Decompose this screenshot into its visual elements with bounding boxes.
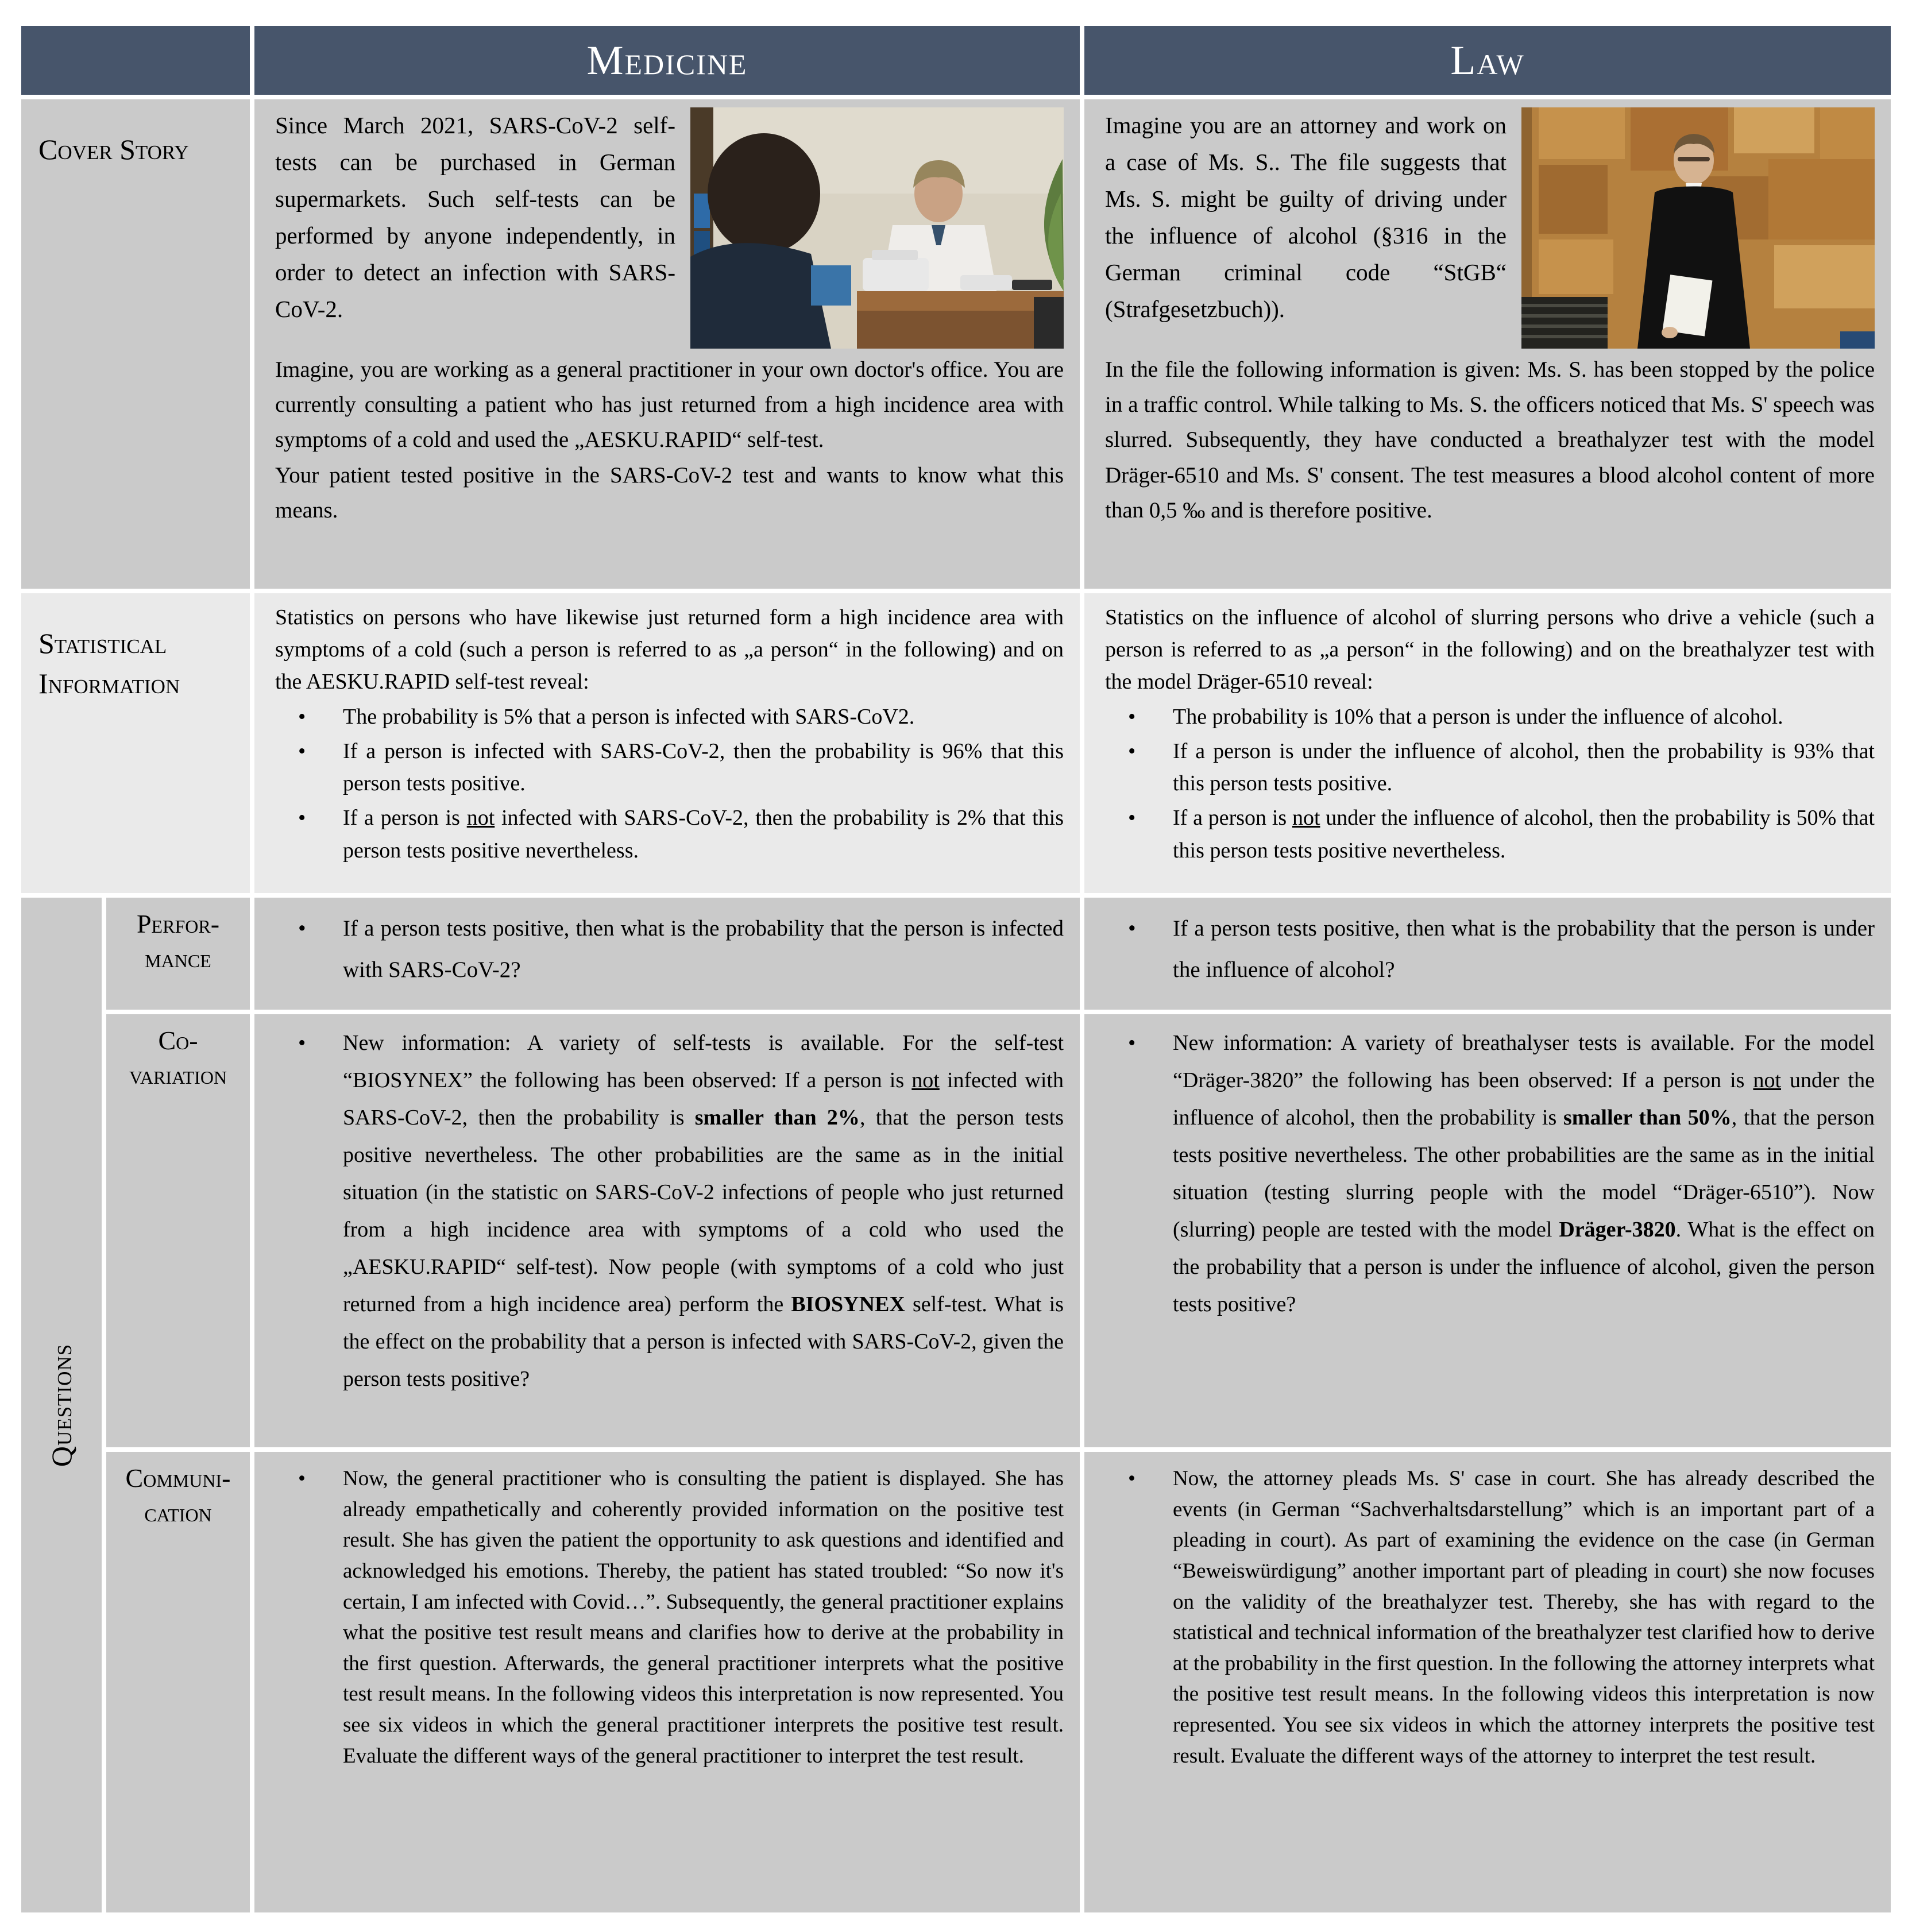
list-item — [275, 701, 1064, 733]
column-header-law — [1084, 26, 1891, 95]
medicine-title: Medicine — [586, 37, 748, 83]
covariation-law-cell — [1084, 1014, 1891, 1447]
statistical-medicine-bullet-2: If a person is infected with SARS-CoV-2, then the probability is 96% that this person tests positive. — [343, 739, 1064, 796]
statistical-law-bullet-2: If a person is under the influence of alcohol, then the probability is 93% that this person tests positive. — [1173, 739, 1875, 796]
covariation-label-line1: Co- — [158, 1026, 198, 1055]
bullet-icon: • — [298, 1467, 306, 1490]
communication-law-cell — [1084, 1452, 1891, 1912]
statistical-label-line2: Information — [38, 667, 180, 700]
bullet-icon: • — [298, 806, 306, 830]
cover-story-law-p1: Imagine you are an attorney and work on a case of Ms. S.. The file suggests that Ms. S. might be guilty of driving under the influence of alcohol (§316 in the German criminal code “StGB“ (Strafgesetzbuch)). — [1105, 112, 1507, 322]
bullet-icon: • — [298, 1031, 306, 1055]
statistical-law-bullet-1: The probability is 10% that a person is under the influence of alcohol. — [1173, 704, 1783, 729]
communication-label-line2: cation — [144, 1497, 212, 1527]
row-label-performance — [106, 898, 250, 1010]
communication-medicine-question: Now, the general practitioner who is consulting the patient is displayed. She has already empathetically and coherently provided information on the positive test result. She has given the patient the opportunity to ask questions and identified and acknowledged his emotions. Thereby, the patient has stated troubled: “So now it's certain, I am infected with Covid…”. Subsequently, the general practitioner explains what the positive test result means and clarifies how to derive at the probability in the first question. Afterwards, the general practitioner interprets what the positive test result means. In the following videos this interpretation is now represented. You see six videos in which the general practitioner interprets the positive test result. Evaluate the different ways of the general practitioner to interpret the test result. — [343, 1467, 1064, 1768]
header-corner-cell — [21, 26, 250, 95]
statistical-law-cell — [1084, 593, 1891, 893]
list-item — [275, 802, 1064, 866]
statistical-law-intro: Statistics on the influence of alcohol of slurring persons who drive a vehicle (such a person is referred to as „a person“ in the following) and on the breathalyzer test with the model Dräger-6510 reveal: — [1105, 605, 1875, 694]
bullet-icon: • — [298, 739, 306, 763]
statistical-label-line1: Statistical — [38, 627, 167, 659]
list-item — [1105, 1025, 1875, 1323]
cover-story-law-p2: In the file the following information is given: Ms. S. has been stopped by the police in a traffic control. While talking to Ms. S. the officers noticed that Ms. S' speech was slurred. Subsequently, they have conducted a breathalyzer test with the model Dräger-6510 and Ms. S' consent. The test measures a blood alcohol content of more than 0,5 ‰ and is therefore positive. — [1105, 357, 1875, 523]
bullet-icon: • — [1128, 1031, 1136, 1055]
row-label-cover-story — [21, 99, 250, 589]
row-label-questions — [21, 898, 102, 1912]
covariation-medicine-cell — [254, 1014, 1080, 1447]
list-item — [1105, 1463, 1875, 1771]
performance-law-cell — [1084, 898, 1891, 1010]
covariation-label-line2: variation — [129, 1060, 227, 1089]
bullet-icon: • — [1128, 704, 1136, 729]
list-item — [275, 1025, 1064, 1398]
law-title: Law — [1450, 37, 1525, 83]
list-item — [275, 908, 1064, 991]
bullet-icon: • — [1128, 806, 1136, 830]
column-header-medicine — [254, 26, 1080, 95]
covariation-law-question: New information: A variety of breathalyser tests is available. For the model “Dräger-3820” the following has been observed: If a person is not under the influence of alcohol, then the probability is smaller than 50%, that the person tests positive nevertheless. The other probabilities are the same as in the initial situation (testing slurring people with the model “Dräger-6510”). Now (slurring) people are tested with the model Dräger-3820. What is the effect on the probability that a person is under the influence of alcohol, given the person tests positive? — [1173, 1031, 1875, 1316]
performance-law-question: If a person tests positive, then what is the probability that the person is under the influence of alcohol? — [1173, 916, 1875, 983]
bullet-icon: • — [1128, 739, 1136, 763]
cover-story-medicine-p2: Imagine, you are working as a general practitioner in your own doctor's office. You are currently consulting a patient who has just returned from a high incidence area with symptoms of a cold and used the „AESKU.RAPID“ self-test. — [275, 357, 1064, 453]
covariation-medicine-question: New information: A variety of self-tests is available. For the self-test “BIOSYNEX” the following has been observed: If a person is not infected with SARS-CoV-2, then the probability is smaller than 2%, that the person tests positive nevertheless. The other probabilities are the same as in the initial situation (in the statistic on SARS-CoV-2 infections of people who just returned from a high incidence area with symptoms of a cold who used the „AESKU.RAPID“ self-test). Now people (with symptoms of a cold who just returned from a high incidence area) perform the BIOSYNEX self-test. What is the effect on the probability that a person is infected with SARS-CoV-2, given the person tests positive? — [343, 1031, 1064, 1391]
cover-story-label: Cover Story — [38, 133, 189, 165]
communication-medicine-cell — [254, 1452, 1080, 1912]
bullet-icon: • — [1128, 1467, 1135, 1490]
communication-law-question: Now, the attorney pleads Ms. S' case in court. She has already described the events (in German “Sachverhaltsdarstellung” which is an important part of a pleading in court). As part of examining the evidence on the case (in German “Beweiswürdigung” another important part of pleading in court) she now focuses on the validity of the breathalyzer test. Thereby, she has with regard to the statistical and technical information of the breathalyzer test clarified how to derive at the probability in the first question. In the following the attorney interprets what the positive test result means. In the following videos this interpretation is now represented. You see six videos in which the attorney interprets the positive test result. Evaluate the different ways of the attorney to interpret the test result. — [1173, 1467, 1875, 1768]
bullet-icon: • — [1128, 916, 1136, 941]
statistical-medicine-cell — [254, 593, 1080, 893]
statistical-medicine-intro: Statistics on persons who have likewise just returned form a high incidence area with symptoms of a cold (such a person is referred to as „a person“ in the following) and on the AESKU.RAPID self-test reveal: — [275, 605, 1064, 694]
statistical-medicine-bullet-1: The probability is 5% that a person is infected with SARS-CoV2. — [343, 704, 915, 729]
list-item — [275, 735, 1064, 799]
performance-label-line2: mance — [145, 943, 211, 973]
cover-story-medicine-p3: Your patient tested positive in the SARS-CoV-2 test and wants to know what this means. — [275, 462, 1064, 523]
statistical-medicine-bullet-3: If a person is not infected with SARS-CoV-2, then the probability is 2% that this person tests positive nevertheless. — [343, 806, 1064, 863]
statistical-law-bullet-3: If a person is not under the influence of alcohol, then the probability is 50% that this person tests positive nevertheless. — [1173, 806, 1875, 863]
row-label-statistical — [21, 593, 250, 893]
performance-label-line1: Perfor- — [136, 909, 220, 938]
list-item — [275, 1463, 1064, 1771]
questions-label: Questions — [45, 1343, 78, 1467]
cover-photo-law — [1521, 107, 1875, 349]
bench-blinds — [1521, 297, 1608, 349]
list-item — [1105, 908, 1875, 991]
list-item — [1105, 802, 1875, 866]
row-label-communication — [106, 1452, 250, 1912]
cover-photo-medicine — [690, 107, 1064, 349]
cover-story-medicine-p1: Since March 2021, SARS-CoV-2 self-tests can be purchased in German supermarkets. Such self-tests can be performed by anyone independently, in order to detect an infection with SARS-CoV-2. — [275, 112, 675, 322]
list-item — [1105, 735, 1875, 799]
performance-medicine-question: If a person tests positive, then what is the probability that the person is infected with SARS-CoV-2? — [343, 916, 1064, 983]
row-label-covariation — [106, 1014, 250, 1447]
list-item — [1105, 701, 1875, 733]
performance-medicine-cell — [254, 898, 1080, 1010]
comparison-table — [21, 26, 1891, 1912]
bullet-icon: • — [298, 704, 306, 729]
bullet-icon: • — [298, 916, 306, 941]
cover-story-law-cell — [1084, 99, 1891, 589]
cover-story-medicine-cell — [254, 99, 1080, 589]
communication-label-line1: Communi- — [125, 1463, 231, 1493]
